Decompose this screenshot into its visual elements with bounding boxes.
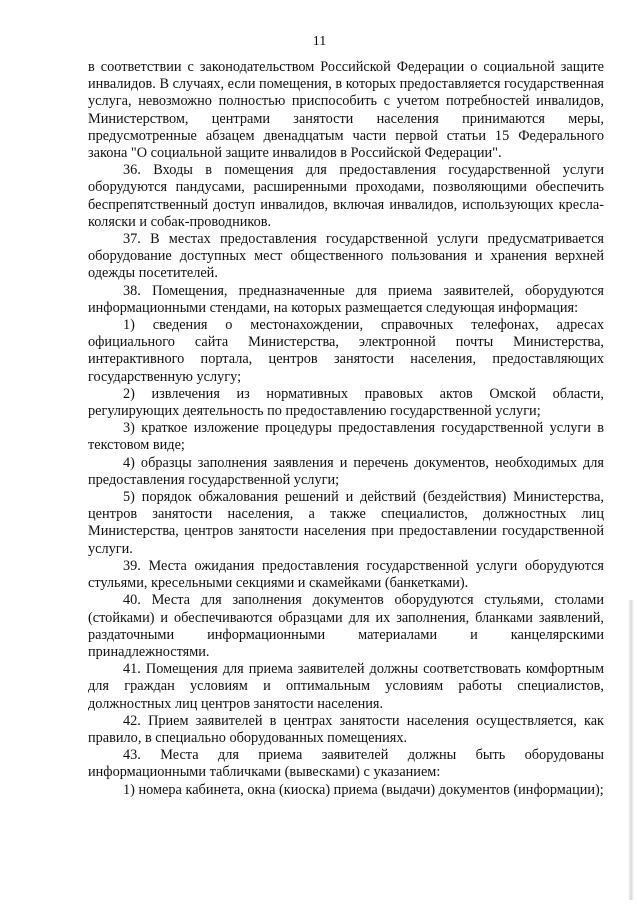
paragraph-36: 36. Входы в помещения для предоставления государственной услуги оборудуются пандусами, расширенными проходами, позволяющими обеспечить беспрепятственный доступ инвалидов, включая инвалидов, использующих кресла-коляски и собак-проводников. (88, 162, 604, 230)
paragraph-42: 42. Прием заявителей в центрах занятости населения осуществляется, как правило, в специально оборудованных помещениях. (88, 712, 604, 746)
paragraph-39: 39. Места ожидания предоставления государственной услуги оборудуются стульями, кресельными секциями и скамейками (банкетками). (88, 557, 604, 592)
paragraph-43-item-1: 1) номера кабинета, окна (киоска) приема (выдачи) документов (информации); (123, 781, 604, 798)
paragraph-38-item-1: 1) сведения о местонахождении, справочных телефонах, адресах официального сайта Министерства, электронной почты Министерства, интерактивного портала, центров занятости населения, предоставляющих государственную услугу; (88, 317, 604, 385)
paragraph-38-item-4: 4) образцы заполнения заявления и перечень документов, необходимых для предоставления государственной услуги; (88, 454, 604, 488)
page-number: 11 (312, 34, 327, 49)
paragraph-37: 37. В местах предоставления государственной услуги предусматривается оборудование доступных мест общественного пользования и хранения верхней одежды посетителей. (88, 231, 604, 282)
paragraph-43: 43. Места для приема заявителей должны быть оборудованы информационными табличками (вывесками) с указанием: (88, 747, 604, 781)
paragraph-continuation: в соответствии с законодательством Российской Федерации о социальной защите инвалидов. В случаях, если помещения, в которых предоставляется государственная услуга, невозможно полностью приспособить с учетом потребностей инвалидов, Министерством, центрами занятости населения принимаются меры, предусмотренные абзацем двенадцатым части первой статьи 15 Федерального закона "О социальной защите инвалидов в Российской Федерации". (88, 59, 604, 162)
paragraph-38-item-2: 2) извлечения из нормативных правовых актов Омской области, регулирующих деятельность по предоставлению государственной услуги; (88, 385, 604, 420)
scan-edge-shadow (628, 600, 634, 900)
paragraph-40: 40. Места для заполнения документов оборудуются стульями, столами (стойками) и обеспечиваются образцами для их заполнения, бланками заявлений, раздаточными информационными материалами и канцелярскими принадлежностями. (88, 592, 604, 660)
paragraph-38-item-5: 5) порядок обжалования решений и действий (бездействия) Министерства, центров занятости населения, а также специалистов, должностных лиц Министерства, центров занятости населения при предоставлении государственной услуги. (88, 489, 604, 557)
paragraph-38-item-3: 3) краткое изложение процедуры предоставления государственной услуги в текстовом виде; (88, 420, 604, 454)
paragraph-38: 38. Помещения, предназначенные для приема заявителей, оборудуются информационными стендами, на которых размещается следующая информация: (88, 282, 604, 316)
document-body (88, 59, 604, 799)
paragraph-41: 41. Помещения для приема заявителей должны соответствовать комфортным для граждан условиям и оптимальным условиям работы специалистов, должностных лиц центров занятости населения. (88, 661, 604, 712)
